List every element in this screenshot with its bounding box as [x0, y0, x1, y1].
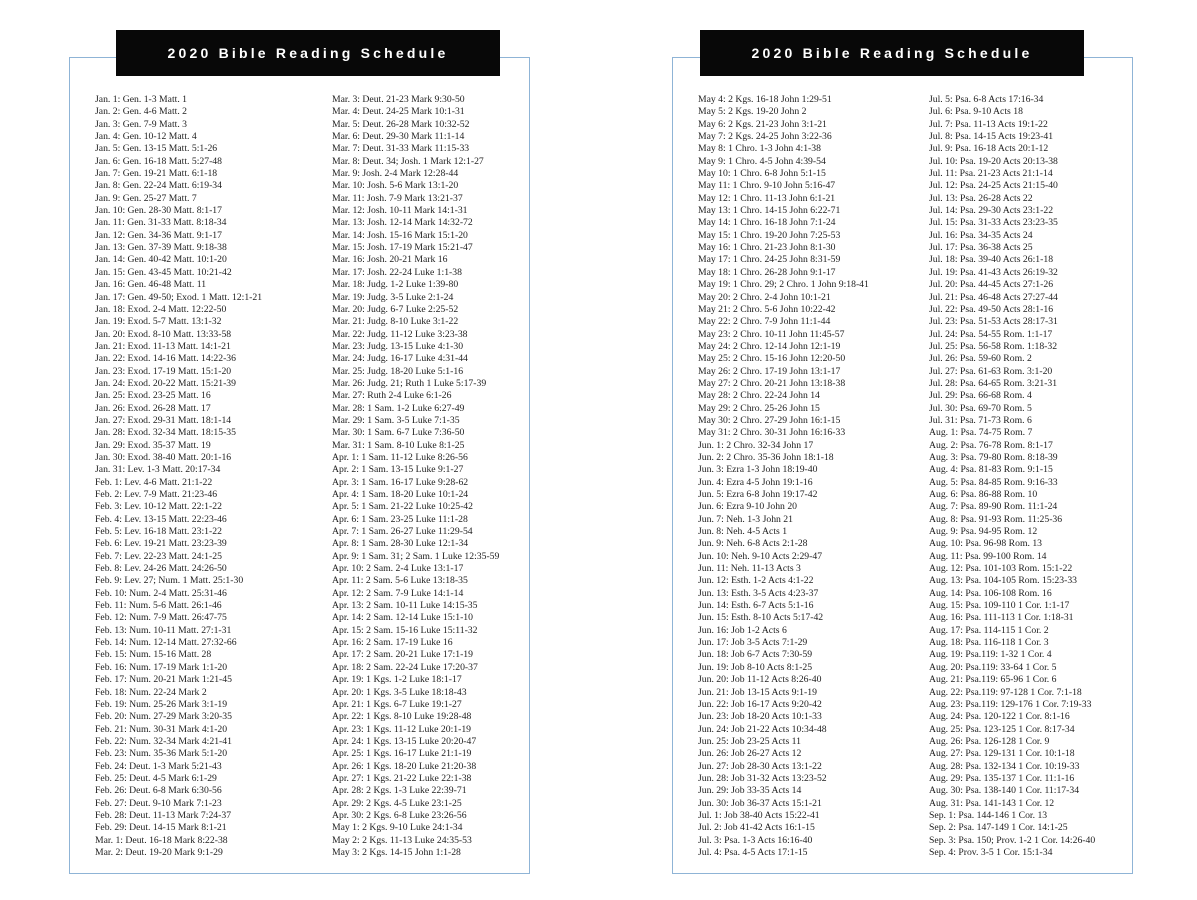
reading-entry: Apr. 29: 2 Kgs. 4-5 Luke 23:1-25 — [332, 797, 462, 809]
reading-entry: Jul. 28: Psa. 64-65 Rom. 3:21-31 — [929, 377, 1058, 389]
reading-entry: Jan. 31: Lev. 1-3 Matt. 20:17-34 — [95, 464, 221, 476]
reading-entry: Aug. 20: Psa.119: 33-64 1 Cor. 5 — [929, 661, 1057, 673]
reading-entry: Jan. 27: Exod. 29-31 Matt. 18:1-14 — [95, 414, 232, 426]
reading-entry: Jun. 12: Esth. 1-2 Acts 4:1-22 — [698, 575, 814, 587]
reading-entry: Jun. 24: Job 21-22 Acts 10:34-48 — [698, 723, 827, 735]
reading-entry: Jun. 22: Job 16-17 Acts 9:20-42 — [698, 698, 822, 710]
reading-entry: Jun. 3: Ezra 1-3 John 18:19-40 — [698, 464, 818, 476]
reading-entry: Aug. 5: Psa. 84-85 Rom. 9:16-33 — [929, 476, 1058, 488]
reading-entry: May 26: 2 Chro. 17-19 John 13:1-17 — [698, 365, 841, 377]
reading-column-right-1 — [698, 94, 869, 859]
reading-entry: Aug. 11: Psa. 99-100 Rom. 14 — [929, 550, 1047, 562]
reading-entry: Aug. 16: Psa. 111-113 1 Cor. 1:18-31 — [929, 612, 1074, 624]
reading-entry: Feb. 11: Num. 5-6 Matt. 26:1-46 — [95, 600, 222, 612]
reading-entry: Jan. 19: Exod. 5-7 Matt. 13:1-32 — [95, 316, 222, 328]
reading-entry: Aug. 12: Psa. 101-103 Rom. 15:1-22 — [929, 563, 1073, 575]
reading-entry: Jan. 15: Gen. 43-45 Matt. 10:21-42 — [95, 266, 232, 278]
reading-entry: May 20: 2 Chro. 2-4 John 10:1-21 — [698, 291, 831, 303]
reading-entry: Feb. 24: Deut. 1-3 Mark 5:21-43 — [95, 760, 222, 772]
reading-entry: Jan. 9: Gen. 25-27 Matt. 7 — [95, 192, 197, 204]
reading-entry: May 18: 1 Chro. 26-28 John 9:1-17 — [698, 266, 836, 278]
reading-entry: Aug. 18: Psa. 116-118 1 Cor. 3 — [929, 637, 1049, 649]
reading-entry: Feb. 15: Num. 15-16 Matt. 28 — [95, 649, 212, 661]
reading-entry: Mar. 1: Deut. 16-18 Mark 8:22-38 — [95, 834, 228, 846]
reading-entry: Jul. 25: Psa. 56-58 Rom. 1:18-32 — [929, 340, 1058, 352]
reading-entry: Mar. 21: Judg. 8-10 Luke 3:1-22 — [332, 316, 459, 328]
reading-entry: Jun. 28: Job 31-32 Acts 13:23-52 — [698, 772, 827, 784]
reading-entry: Jun. 1: 2 Chro. 32-34 John 17 — [698, 439, 814, 451]
reading-entry: Jan. 28: Exod. 32-34 Matt. 18:15-35 — [95, 427, 236, 439]
reading-entry: Jul. 15: Psa. 31-33 Acts 23:23-35 — [929, 217, 1058, 229]
reading-entry: Jan. 4: Gen. 10-12 Matt. 4 — [95, 131, 197, 143]
reading-entry: Mar. 25: Judg. 18-20 Luke 5:1-16 — [332, 365, 464, 377]
reading-entry: Mar. 17: Josh. 22-24 Luke 1:1-38 — [332, 266, 462, 278]
reading-entry: Apr. 6: 1 Sam. 23-25 Luke 11:1-28 — [332, 513, 468, 525]
reading-entry: Feb. 23: Num. 35-36 Mark 5:1-20 — [95, 748, 228, 760]
reading-entry: Apr. 22: 1 Kgs. 8-10 Luke 19:28-48 — [332, 711, 472, 723]
reading-entry: Jun. 6: Ezra 9-10 John 20 — [698, 501, 798, 513]
reading-entry: Jul. 16: Psa. 34-35 Acts 24 — [929, 229, 1033, 241]
reading-entry: Feb. 22: Num. 32-34 Mark 4:21-41 — [95, 735, 232, 747]
reading-entry: Jun. 11: Neh. 11-13 Acts 3 — [698, 563, 801, 575]
reading-entry: Jan. 11: Gen. 31-33 Matt. 8:18-34 — [95, 217, 227, 229]
reading-entry: Jun. 27: Job 28-30 Acts 13:1-22 — [698, 760, 822, 772]
reading-entry: Apr. 28: 2 Kgs. 1-3 Luke 22:39-71 — [332, 785, 467, 797]
reading-entry: Jul. 3: Psa. 1-3 Acts 16:16-40 — [698, 834, 813, 846]
reading-entry: Aug. 29: Psa. 135-137 1 Cor. 11:1-16 — [929, 772, 1075, 784]
reading-entry: Aug. 3: Psa. 79-80 Rom. 8:18-39 — [929, 451, 1058, 463]
reading-entry: Jan. 16: Gen. 46-48 Matt. 11 — [95, 279, 207, 291]
reading-entry: May 29: 2 Chro. 25-26 John 15 — [698, 402, 820, 414]
reading-entry: Jan. 26: Exod. 26-28 Matt. 17 — [95, 402, 211, 414]
reading-entry: Apr. 23: 1 Kgs. 11-12 Luke 20:1-19 — [332, 723, 472, 735]
reading-entry: Mar. 29: 1 Sam. 3-5 Luke 7:1-35 — [332, 414, 460, 426]
schedule-page-left — [69, 57, 530, 874]
reading-entry: May 9: 1 Chro. 4-5 John 4:39-54 — [698, 155, 826, 167]
reading-entry: May 3: 2 Kgs. 14-15 John 1:1-28 — [332, 846, 461, 858]
reading-entry: May 11: 1 Chro. 9-10 John 5:16-47 — [698, 180, 836, 192]
reading-entry: Jan. 20: Exod. 8-10 Matt. 13:33-58 — [95, 328, 232, 340]
reading-entry: Jun. 10: Neh. 9-10 Acts 2:29-47 — [698, 550, 823, 562]
reading-entry: Jun. 4: Ezra 4-5 John 19:1-16 — [698, 476, 813, 488]
reading-entry: Apr. 5: 1 Sam. 21-22 Luke 10:25-42 — [332, 501, 473, 513]
reading-entry: Aug. 2: Psa. 76-78 Rom. 8:1-17 — [929, 439, 1053, 451]
reading-entry: May 31: 2 Chro. 30-31 John 16:16-33 — [698, 427, 846, 439]
reading-entry: May 1: 2 Kgs. 9-10 Luke 24:1-34 — [332, 822, 463, 834]
reading-entry: Feb. 7: Lev. 22-23 Matt. 24:1-25 — [95, 550, 222, 562]
reading-entry: Jun. 18: Job 6-7 Acts 7:30-59 — [698, 649, 813, 661]
reading-entry: Sep. 4: Prov. 3-5 1 Cor. 15:1-34 — [929, 846, 1053, 858]
reading-entry: Aug. 27: Psa. 129-131 1 Cor. 10:1-18 — [929, 748, 1075, 760]
reading-entry: Jul. 29: Psa. 66-68 Rom. 4 — [929, 390, 1032, 402]
reading-entry: Jun. 14: Esth. 6-7 Acts 5:1-16 — [698, 600, 814, 612]
reading-entry: Feb. 4: Lev. 13-15 Matt. 22:23-46 — [95, 513, 227, 525]
reading-entry: Jan. 14: Gen. 40-42 Matt. 10:1-20 — [95, 254, 227, 266]
reading-entry: Feb. 2: Lev. 7-9 Matt. 21:23-46 — [95, 489, 218, 500]
reading-entry: Aug. 17: Psa. 114-115 1 Cor. 2 — [929, 624, 1049, 636]
reading-entry: Aug. 25: Psa. 123-125 1 Cor. 8:17-34 — [929, 723, 1075, 735]
reading-entry: Jul. 17: Psa. 36-38 Acts 25 — [929, 242, 1033, 254]
reading-entry: Jun. 26: Job 26-27 Acts 12 — [698, 748, 802, 760]
reading-entry: Jul. 20: Psa. 44-45 Acts 27:1-26 — [929, 279, 1054, 291]
reading-entry: Apr. 25: 1 Kgs. 16-17 Luke 21:1-19 — [332, 748, 472, 760]
reading-entry: Jan. 3: Gen. 7-9 Matt. 3 — [95, 118, 188, 130]
reading-entry: Mar. 22: Judg. 11-12 Luke 3:23-38 — [332, 328, 468, 340]
reading-entry: Sep. 1: Psa. 144-146 1 Cor. 13 — [929, 809, 1048, 821]
reading-entry: Jul. 10: Psa. 19-20 Acts 20:13-38 — [929, 155, 1058, 167]
reading-entry: Feb. 26: Deut. 6-8 Mark 6:30-56 — [95, 785, 222, 797]
reading-entry: May 4: 2 Kgs. 16-18 John 1:29-51 — [698, 94, 832, 105]
reading-entry: May 12: 1 Chro. 11-13 John 6:1-21 — [698, 192, 836, 204]
reading-entry: Feb. 6: Lev. 19-21 Matt. 23:23-39 — [95, 538, 227, 550]
reading-entry: Jul. 26: Psa. 59-60 Rom. 2 — [929, 353, 1032, 365]
reading-column-right-2 — [929, 94, 1095, 859]
reading-entry: Mar. 28: 1 Sam. 1-2 Luke 6:27-49 — [332, 402, 465, 414]
reading-entry: Apr. 21: 1 Kgs. 6-7 Luke 19:1-27 — [332, 698, 462, 710]
reading-entry: May 24: 2 Chro. 12-14 John 12:1-19 — [698, 340, 841, 352]
reading-entry: Mar. 13: Josh. 12-14 Mark 14:32-72 — [332, 217, 473, 229]
reading-entry: Feb. 20: Num. 27-29 Mark 3:20-35 — [95, 711, 232, 723]
reading-entry: Mar. 16: Josh. 20-21 Mark 16 — [332, 254, 448, 266]
reading-entry: Feb. 9: Lev. 27; Num. 1 Matt. 25:1-30 — [95, 575, 244, 587]
reading-entry: Jul. 12: Psa. 24-25 Acts 21:15-40 — [929, 180, 1058, 192]
reading-entry: Jan. 30: Exod. 38-40 Matt. 20:1-16 — [95, 451, 232, 463]
reading-entry: Jul. 22: Psa. 49-50 Acts 28:1-16 — [929, 303, 1054, 315]
reading-entry: Mar. 11: Josh. 7-9 Mark 13:21-37 — [332, 192, 463, 204]
reading-entry: Jul. 27: Psa. 61-63 Rom. 3:1-20 — [929, 365, 1053, 377]
reading-entry: Apr. 27: 1 Kgs. 21-22 Luke 22:1-38 — [332, 772, 472, 784]
reading-entry: Aug. 15: Psa. 109-110 1 Cor. 1:1-17 — [929, 600, 1070, 612]
reading-entry: Feb. 27: Deut. 9-10 Mark 7:1-23 — [95, 797, 222, 809]
reading-entry: Jan. 25: Exod. 23-25 Matt. 16 — [95, 390, 211, 402]
reading-entry: Aug. 14: Psa. 106-108 Rom. 16 — [929, 587, 1052, 599]
reading-entry: Apr. 3: 1 Sam. 16-17 Luke 9:28-62 — [332, 476, 469, 488]
reading-entry: May 19: 1 Chro. 29; 2 Chro. 1 John 9:18-41 — [698, 279, 869, 291]
reading-entry: May 5: 2 Kgs. 19-20 John 2 — [698, 106, 807, 118]
reading-entry: Aug. 8: Psa. 91-93 Rom. 11:25-36 — [929, 513, 1063, 525]
reading-entry: Jun. 15: Esth. 8-10 Acts 5:17-42 — [698, 612, 824, 624]
reading-entry: Jul. 6: Psa. 9-10 Acts 18 — [929, 106, 1023, 118]
reading-entry: Mar. 26: Judg. 21; Ruth 1 Luke 5:17-39 — [332, 377, 487, 389]
reading-entry: Jun. 8: Neh. 4-5 Acts 1 — [698, 526, 788, 538]
reading-entry: Jun. 9: Neh. 6-8 Acts 2:1-28 — [698, 538, 808, 550]
reading-entry: Mar. 7: Deut. 31-33 Mark 11:15-33 — [332, 143, 470, 155]
reading-entry: Jul. 31: Psa. 71-73 Rom. 6 — [929, 414, 1032, 426]
reading-entry: Sep. 3: Psa. 150; Prov. 1-2 1 Cor. 14:26-40 — [929, 834, 1096, 846]
reading-entry: Jun. 13: Esth. 3-5 Acts 4:23-37 — [698, 587, 819, 599]
reading-entry: Aug. 1: Psa. 74-75 Rom. 7 — [929, 427, 1033, 439]
reading-entry: Jun. 21: Job 13-15 Acts 9:1-19 — [698, 686, 817, 698]
reading-entry: Mar. 31: 1 Sam. 8-10 Luke 8:1-25 — [332, 439, 465, 451]
reading-entry: Jun. 5: Ezra 6-8 John 19:17-42 — [698, 489, 818, 500]
reading-entry: Apr. 14: 2 Sam. 12-14 Luke 15:1-10 — [332, 612, 473, 624]
reading-entry: Jul. 18: Psa. 39-40 Acts 26:1-18 — [929, 254, 1054, 266]
reading-entry: Feb. 29: Deut. 14-15 Mark 8:1-21 — [95, 822, 227, 834]
reading-entry: Jul. 2: Job 41-42 Acts 16:1-15 — [698, 822, 815, 834]
reading-entry: Aug. 13: Psa. 104-105 Rom. 15:23-33 — [929, 575, 1078, 587]
reading-entry: Mar. 10: Josh. 5-6 Mark 13:1-20 — [332, 180, 459, 192]
reading-entry: Feb. 16: Num. 17-19 Mark 1:1-20 — [95, 661, 228, 673]
reading-entry: May 8: 1 Chro. 1-3 John 4:1-38 — [698, 143, 821, 155]
reading-entry: Jan. 10: Gen. 28-30 Matt. 8:1-17 — [95, 205, 222, 217]
reading-entry: Jan. 21: Exod. 11-13 Matt. 14:1-21 — [95, 340, 231, 352]
reading-entry: Jul. 30: Psa. 69-70 Rom. 5 — [929, 402, 1032, 414]
reading-entry: Jan. 2: Gen. 4-6 Matt. 2 — [95, 106, 188, 118]
reading-entry: Aug. 4: Psa. 81-83 Rom. 9:1-15 — [929, 464, 1053, 476]
schedule-page-right — [672, 57, 1133, 874]
reading-entry: Jun. 29: Job 33-35 Acts 14 — [698, 785, 802, 797]
reading-entry: Jan. 23: Exod. 17-19 Matt. 15:1-20 — [95, 365, 232, 377]
reading-entry: Apr. 4: 1 Sam. 18-20 Luke 10:1-24 — [332, 489, 469, 500]
reading-entry: Mar. 23: Judg. 13-15 Luke 4:1-30 — [332, 340, 464, 352]
reading-entry: Mar. 9: Josh. 2-4 Mark 12:28-44 — [332, 168, 459, 180]
reading-entry: May 22: 2 Chro. 7-9 John 11:1-44 — [698, 316, 831, 328]
reading-entry: Mar. 12: Josh. 10-11 Mark 14:1-31 — [332, 205, 468, 217]
reading-entry: Aug. 21: Psa.119: 65-96 1 Cor. 6 — [929, 674, 1057, 686]
reading-entry: Apr. 1: 1 Sam. 11-12 Luke 8:26-56 — [332, 451, 468, 463]
reading-entry: Mar. 15: Josh. 17-19 Mark 15:21-47 — [332, 242, 473, 254]
reading-entry: Jul. 13: Psa. 26-28 Acts 22 — [929, 192, 1033, 204]
reading-entry: May 28: 2 Chro. 22-24 John 14 — [698, 390, 820, 402]
reading-entry: Aug. 28: Psa. 132-134 1 Cor. 10:19-33 — [929, 760, 1080, 772]
reading-entry: Mar. 3: Deut. 21-23 Mark 9:30-50 — [332, 94, 465, 105]
reading-entry: Jun. 25: Job 23-25 Acts 11 — [698, 735, 801, 747]
reading-entry: Apr. 26: 1 Kgs. 18-20 Luke 21:20-38 — [332, 760, 477, 772]
reading-column-left-2 — [332, 94, 499, 859]
reading-entry: Jun. 20: Job 11-12 Acts 8:26-40 — [698, 674, 822, 686]
reading-entry: Feb. 21: Num. 30-31 Mark 4:1-20 — [95, 723, 228, 735]
reading-entry: Apr. 9: 1 Sam. 31; 2 Sam. 1 Luke 12:35-59 — [332, 550, 500, 562]
reading-entry: May 2: 2 Kgs. 11-13 Luke 24:35-53 — [332, 834, 472, 846]
page-title-banner-left — [116, 30, 500, 76]
reading-entry: Feb. 28: Deut. 11-13 Mark 7:24-37 — [95, 809, 232, 821]
reading-entry: Apr. 7: 1 Sam. 26-27 Luke 11:29-54 — [332, 526, 473, 538]
reading-entry: Jan. 8: Gen. 22-24 Matt. 6:19-34 — [95, 180, 222, 192]
reading-entry: Aug. 24: Psa. 120-122 1 Cor. 8:1-16 — [929, 711, 1070, 723]
reading-entry: Mar. 8: Deut. 34; Josh. 1 Mark 12:1-27 — [332, 155, 484, 167]
reading-entry: Apr. 10: 2 Sam. 2-4 Luke 13:1-17 — [332, 563, 464, 575]
reading-entry: Jan. 22: Exod. 14-16 Matt. 14:22-36 — [95, 353, 236, 365]
reading-entry: Apr. 19: 1 Kgs. 1-2 Luke 18:1-17 — [332, 674, 462, 686]
reading-entry: May 21: 2 Chro. 5-6 John 10:22-42 — [698, 303, 836, 315]
reading-entry: Feb. 8: Lev. 24-26 Matt. 24:26-50 — [95, 563, 227, 575]
reading-entry: Jul. 5: Psa. 6-8 Acts 17:16-34 — [929, 94, 1044, 105]
reading-entry: Apr. 12: 2 Sam. 7-9 Luke 14:1-14 — [332, 587, 464, 599]
reading-entry: Jan. 29: Exod. 35-37 Matt. 19 — [95, 439, 211, 451]
reading-entry: Jul. 19: Psa. 41-43 Acts 26:19-32 — [929, 266, 1058, 278]
reading-entry: Aug. 19: Psa.119: 1-32 1 Cor. 4 — [929, 649, 1052, 661]
reading-entry: Apr. 15: 2 Sam. 15-16 Luke 15:11-32 — [332, 624, 478, 636]
reading-entry: Mar. 19: Judg. 3-5 Luke 2:1-24 — [332, 291, 454, 303]
reading-entry: Feb. 14: Num. 12-14 Matt. 27:32-66 — [95, 637, 237, 649]
reading-entry: May 15: 1 Chro. 19-20 John 7:25-53 — [698, 229, 841, 241]
reading-entry: May 17: 1 Chro. 24-25 John 8:31-59 — [698, 254, 841, 266]
reading-entry: Aug. 10: Psa. 96-98 Rom. 13 — [929, 538, 1043, 550]
reading-entry: Feb. 13: Num. 10-11 Matt. 27:1-31 — [95, 624, 232, 636]
reading-entry: Mar. 14: Josh. 15-16 Mark 15:1-20 — [332, 229, 468, 241]
reading-column-left-1 — [95, 94, 262, 859]
reading-entry: Jun. 23: Job 18-20 Acts 10:1-33 — [698, 711, 822, 723]
reading-entry: Jun. 19: Job 8-10 Acts 8:1-25 — [698, 661, 813, 673]
reading-entry: Jan. 1: Gen. 1-3 Matt. 1 — [95, 94, 188, 105]
reading-entry: Aug. 22: Psa.119: 97-128 1 Cor. 7:1-18 — [929, 686, 1082, 698]
reading-entry: May 7: 2 Kgs. 24-25 John 3:22-36 — [698, 131, 832, 143]
reading-entry: Jul. 4: Psa. 4-5 Acts 17:1-15 — [698, 846, 808, 858]
reading-entry: May 6: 2 Kgs. 21-23 John 3:1-21 — [698, 118, 827, 130]
reading-entry: Mar. 27: Ruth 2-4 Luke 6:1-26 — [332, 390, 452, 402]
reading-entry: Feb. 19: Num. 25-26 Mark 3:1-19 — [95, 698, 228, 710]
reading-entry: May 30: 2 Chro. 27-29 John 16:1-15 — [698, 414, 841, 426]
reading-entry: Apr. 11: 2 Sam. 5-6 Luke 13:18-35 — [332, 575, 468, 587]
reading-entry: Aug. 23: Psa.119: 129-176 1 Cor. 7:19-33 — [929, 698, 1092, 710]
reading-entry: Mar. 5: Deut. 26-28 Mark 10:32-52 — [332, 118, 470, 130]
reading-entry: Jul. 8: Psa. 14-15 Acts 19:23-41 — [929, 131, 1054, 143]
reading-entry: Sep. 2: Psa. 147-149 1 Cor. 14:1-25 — [929, 822, 1068, 834]
reading-entry: Aug. 6: Psa. 86-88 Rom. 10 — [929, 489, 1038, 500]
reading-entry: Mar. 6: Deut. 29-30 Mark 11:1-14 — [332, 131, 465, 143]
reading-entry: May 25: 2 Chro. 15-16 John 12:20-50 — [698, 353, 846, 365]
reading-entry: Jul. 7: Psa. 11-13 Acts 19:1-22 — [929, 118, 1048, 130]
reading-entry: Apr. 30: 2 Kgs. 6-8 Luke 23:26-56 — [332, 809, 467, 821]
reading-entry: Jul. 23: Psa. 51-53 Acts 28:17-31 — [929, 316, 1058, 328]
page-title: 2020 Bible Reading Schedule — [751, 45, 1033, 61]
page-title: 2020 Bible Reading Schedule — [167, 45, 449, 61]
reading-entry: Feb. 17: Num. 20-21 Mark 1:21-45 — [95, 674, 232, 686]
reading-entry: Aug. 31: Psa. 141-143 1 Cor. 12 — [929, 797, 1055, 809]
reading-entry: Jan. 5: Gen. 13-15 Matt. 5:1-26 — [95, 143, 218, 155]
reading-entry: Jun. 7: Neh. 1-3 John 21 — [698, 513, 793, 525]
reading-entry: Jul. 14: Psa. 29-30 Acts 23:1-22 — [929, 205, 1054, 217]
reading-entry: May 10: 1 Chro. 6-8 John 5:1-15 — [698, 168, 826, 180]
reading-entry: Apr. 8: 1 Sam. 28-30 Luke 12:1-34 — [332, 538, 469, 550]
reading-entry: Apr. 20: 1 Kgs. 3-5 Luke 18:18-43 — [332, 686, 467, 698]
reading-entry: May 13: 1 Chro. 14-15 John 6:22-71 — [698, 205, 841, 217]
reading-entry: Feb. 3: Lev. 10-12 Matt. 22:1-22 — [95, 501, 222, 513]
reading-entry: Jul. 1: Job 38-40 Acts 15:22-41 — [698, 809, 820, 821]
reading-entry: Jan. 7: Gen. 19-21 Matt. 6:1-18 — [95, 168, 218, 180]
reading-entry: May 16: 1 Chro. 21-23 John 8:1-30 — [698, 242, 836, 254]
reading-entry: Apr. 16: 2 Sam. 17-19 Luke 16 — [332, 637, 453, 649]
reading-entry: Jun. 17: Job 3-5 Acts 7:1-29 — [698, 637, 808, 649]
reading-entry: Mar. 2: Deut. 19-20 Mark 9:1-29 — [95, 846, 223, 858]
reading-entry: Jan. 17: Gen. 49-50; Exod. 1 Matt. 12:1-21 — [95, 291, 263, 303]
reading-entry: Jul. 11: Psa. 21-23 Acts 21:1-14 — [929, 168, 1053, 180]
reading-entry: Feb. 10: Num. 2-4 Matt. 25:31-46 — [95, 587, 227, 599]
reading-entry: Mar. 24: Judg. 16-17 Luke 4:31-44 — [332, 353, 468, 365]
reading-entry: Feb. 5: Lev. 16-18 Matt. 23:1-22 — [95, 526, 222, 538]
reading-entry: Aug. 26: Psa. 126-128 1 Cor. 9 — [929, 735, 1050, 747]
reading-entry: Apr. 24: 1 Kgs. 13-15 Luke 20:20-47 — [332, 735, 477, 747]
reading-entry: Apr. 17: 2 Sam. 20-21 Luke 17:1-19 — [332, 649, 473, 661]
reading-entry: Aug. 30: Psa. 138-140 1 Cor. 11:17-34 — [929, 785, 1080, 797]
reading-entry: Jan. 24: Exod. 20-22 Matt. 15:21-39 — [95, 377, 236, 389]
reading-entry: Jul. 21: Psa. 46-48 Acts 27:27-44 — [929, 291, 1058, 303]
reading-entry: Jun. 30: Job 36-37 Acts 15:1-21 — [698, 797, 822, 809]
reading-entry: Apr. 18: 2 Sam. 22-24 Luke 17:20-37 — [332, 661, 478, 673]
reading-entry: Jan. 18: Exod. 2-4 Matt. 12:22-50 — [95, 303, 227, 315]
reading-entry: Mar. 20: Judg. 6-7 Luke 2:25-52 — [332, 303, 459, 315]
reading-entry: Mar. 30: 1 Sam. 6-7 Luke 7:36-50 — [332, 427, 465, 439]
reading-entry: Feb. 18: Num. 22-24 Mark 2 — [95, 686, 207, 698]
reading-entry: Jul. 9: Psa. 16-18 Acts 20:1-12 — [929, 143, 1049, 155]
reading-entry: Feb. 25: Deut. 4-5 Mark 6:1-29 — [95, 772, 217, 784]
reading-entry: Jun. 16: Job 1-2 Acts 6 — [698, 624, 787, 636]
reading-entry: Jul. 24: Psa. 54-55 Rom. 1:1-17 — [929, 328, 1053, 340]
reading-entry: May 14: 1 Chro. 16-18 John 7:1-24 — [698, 217, 836, 229]
page-title-banner-right — [700, 30, 1084, 76]
reading-entry: Jan. 6: Gen. 16-18 Matt. 5:27-48 — [95, 155, 222, 167]
reading-entry: Feb. 1: Lev. 4-6 Matt. 21:1-22 — [95, 476, 213, 488]
reading-entry: May 23: 2 Chro. 10-11 John 11:45-57 — [698, 328, 845, 340]
reading-entry: Jan. 13: Gen. 37-39 Matt. 9:18-38 — [95, 242, 227, 254]
reading-entry: Jan. 12: Gen. 34-36 Matt. 9:1-17 — [95, 229, 222, 241]
reading-entry: Mar. 18: Judg. 1-2 Luke 1:39-80 — [332, 279, 459, 291]
reading-entry: Apr. 2: 1 Sam. 13-15 Luke 9:1-27 — [332, 464, 464, 476]
reading-entry: Apr. 13: 2 Sam. 10-11 Luke 14:15-35 — [332, 600, 478, 612]
reading-entry: Feb. 12: Num. 7-9 Matt. 26:47-75 — [95, 612, 227, 624]
reading-entry: May 27: 2 Chro. 20-21 John 13:18-38 — [698, 377, 846, 389]
reading-entry: Jun. 2: 2 Chro. 35-36 John 18:1-18 — [698, 451, 834, 463]
reading-entry: Aug. 7: Psa. 89-90 Rom. 11:1-24 — [929, 501, 1058, 513]
reading-entry: Aug. 9: Psa. 94-95 Rom. 12 — [929, 526, 1038, 538]
reading-entry: Mar. 4: Deut. 24-25 Mark 10:1-31 — [332, 106, 465, 118]
